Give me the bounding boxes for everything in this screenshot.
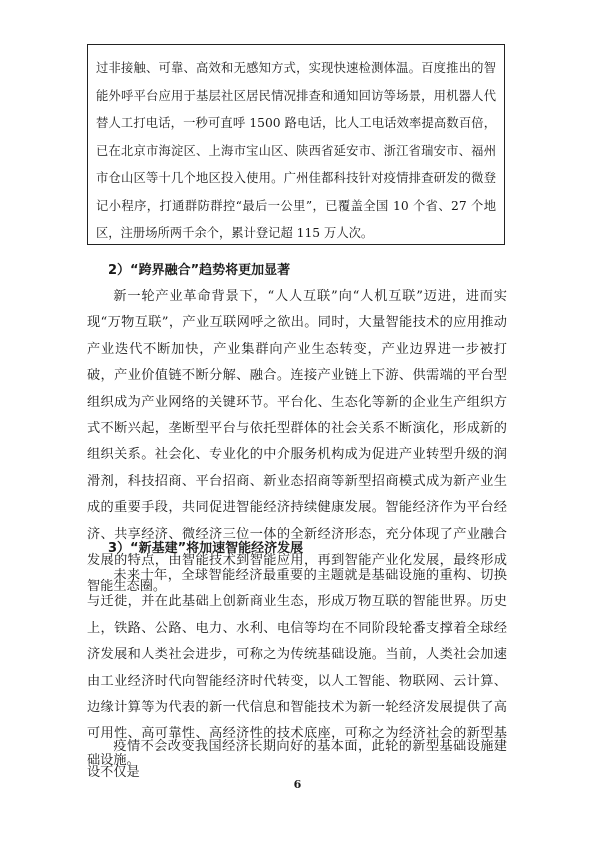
paragraph-continuation: 疫情不会改变我国经济长期向好的基本面，此轮的新型基础设施建设不仅是: [87, 739, 507, 781]
case-study-box: [87, 44, 505, 245]
section-heading-new-infrastructure: 3）“新基建”将加速智能经济发展: [108, 541, 304, 556]
case-study-text: 过非接触、可靠、高效和无感知方式，实现快速检测体温。百度推出的智能外呼平台应用于基层社区居民情况排查和通知回访等场景，用机器人代替人工打电话，一秒可直呼 1500 路电话，比人工电话效率提高数百倍，已在北京市海淀区、上海市宝山区、陕西省延安市、浙江省瑞安市、福州市仓山区等十几个地区投入使用。广州佳都科技针对疫情排查研发的微登记小程序，打通群防群控“最后一公里”，已覆盖全国 10 个省、27 个地区，注册场所两千余个，累计登记超 115 万人次。: [96, 61, 496, 240]
section-heading-cross-border-integration: 2）“跨界融合”趋势将更加显著: [108, 263, 291, 278]
page-number: 6: [293, 778, 302, 791]
paragraph-cross-border-integration: 新一轮产业革命背景下，“人人互联”向“人机互联”迈进，进而实现“万物互联”，产业互联网呼之欲出。同时，大量智能技术的应用推动产业迭代不断加快，产业集群向产业生态转变，产业边界进一步被打破，产业价值链不断分解、融合。连接产业链上下游、供需端的平台型组织成为产业网络的关键环节。平台化、生态化等新的企业生产组织方式不断兴起，垄断型平台与依托型群体的社会关系不断演化，形成新的组织关系。社会化、专业化的中介服务机构成为促进产业转型升级的润滑剂，科技招商、平台招商、新业态招商等新型招商模式成为新产业生成的重要手段，共同促进智能经济持续健康发展。智能经济作为平台经济、共享经济、微经济三位一体的全新经济形态，充分体现了产业融合发展的特点，由智能技术到智能应用，再到智能产业化发展，最终形成智能生态圈。: [87, 289, 507, 595]
paragraph-new-infrastructure: 未来十年，全球智能经济最重要的主题就是基础设施的重构、切换与迁徙，并在此基础上创新商业生态，形成万物互联的智能世界。历史上，铁路、公路、电力、水利、电信等均在不同阶段轮番支撑着全球经济发展和人类社会进步，可称之为传统基础设施。当前，人类社会加速由工业经济时代向智能经济时代转变，以人工智能、物联网、云计算、边缘计算等为代表的新一代信息和智能技术为新一轮经济发展提供了高可用性、高可靠性、高经济性的技术底座，可称之为经济社会的新型基础设施。: [87, 568, 507, 768]
